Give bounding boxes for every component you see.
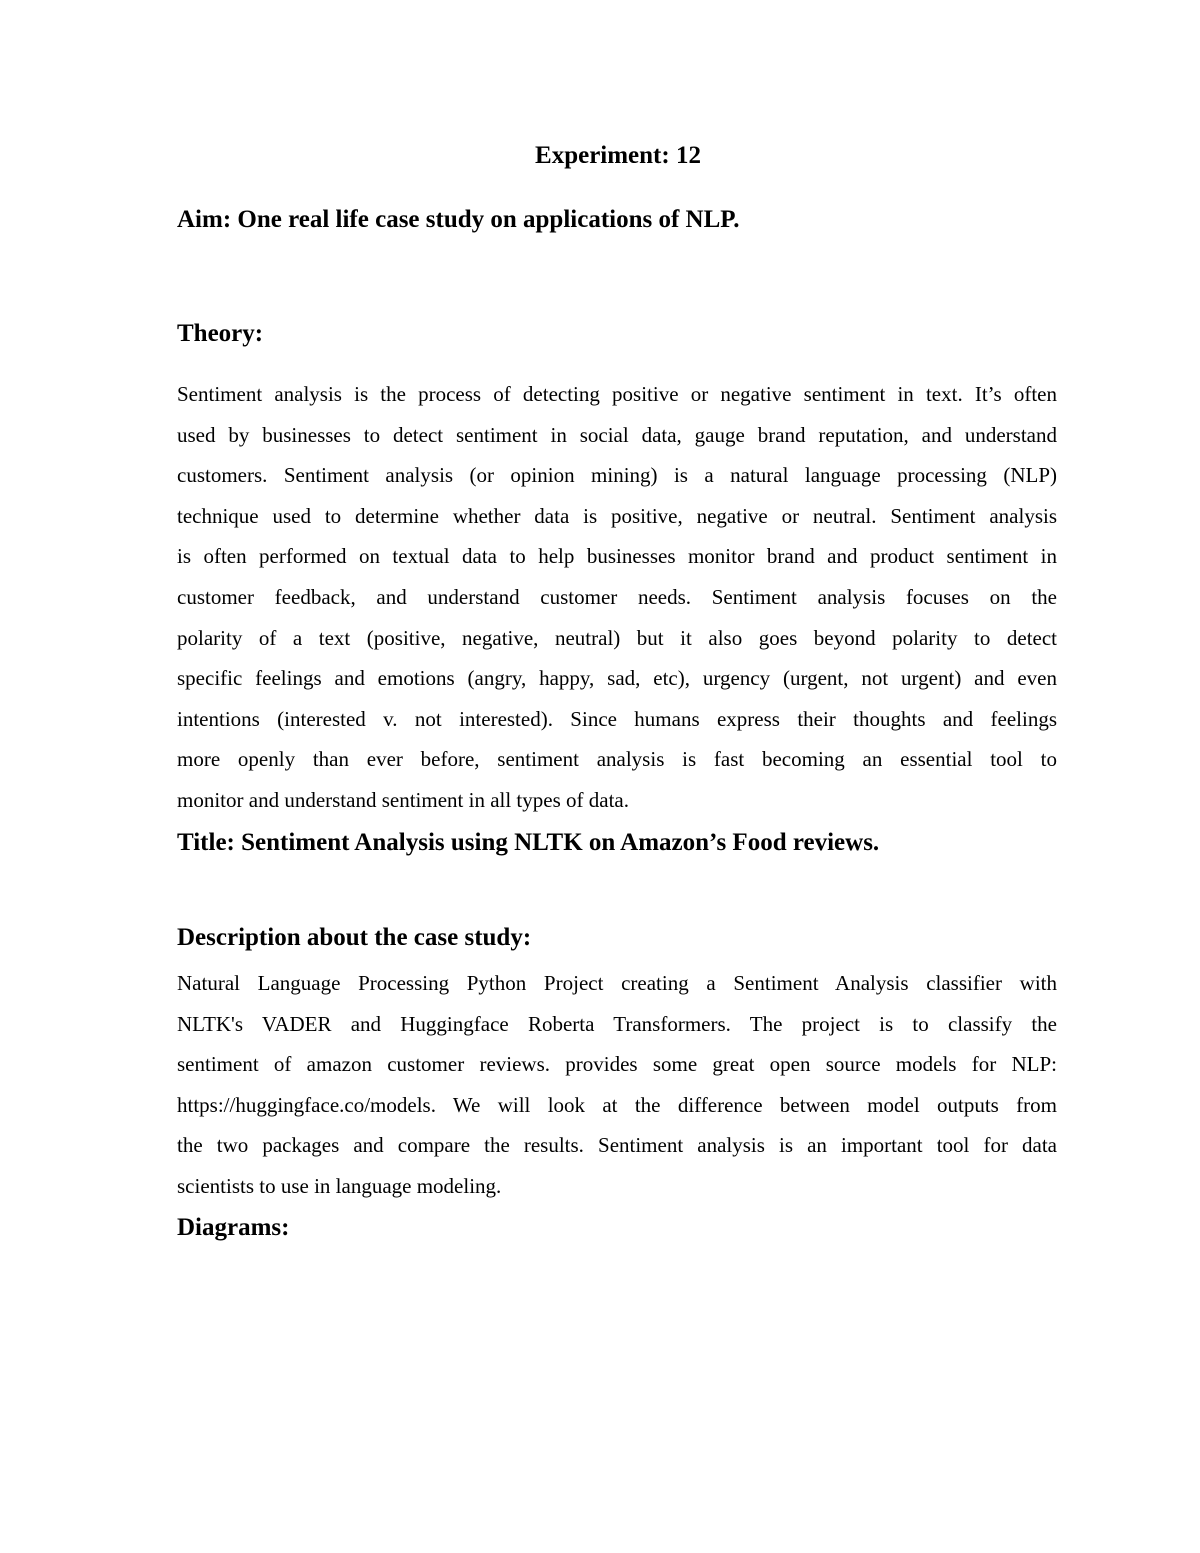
description-line: NLTK's VADER and Huggingface Roberta Transformers. The project is to classify the [177, 1011, 1057, 1036]
theory-line: monitor and understand sentiment in all types of data. [177, 787, 629, 812]
description-line: Natural Language Processing Python Project creating a Sentiment Analysis classifier with [177, 971, 1057, 995]
theory-heading: Theory: [177, 320, 264, 347]
description-heading: Description about the case study: [177, 924, 532, 951]
theory-line: Sentiment analysis is the process of detecting positive or negative sentiment in text. It’s often [177, 382, 1057, 406]
description-line: the two packages and compare the results. Sentiment analysis is an important tool for data [177, 1133, 1057, 1158]
theory-line: technique used to determine whether data is positive, negative or neutral. Sentiment analysis [177, 503, 1057, 528]
aim-heading: Aim: One real life case study on applications of NLP. [177, 206, 740, 233]
theory-line: customer feedback, and understand customer needs. Sentiment analysis focuses on the [177, 584, 1057, 609]
description-line: https://huggingface.co/models. We will look at the difference between model outputs from [177, 1092, 1057, 1117]
theory-line: is often performed on textual data to help businesses monitor brand and product sentiment in [177, 544, 1057, 569]
diagrams-heading: Diagrams: [177, 1214, 290, 1241]
theory-line: specific feelings and emotions (angry, happy, sad, etc), urgency (urgent, not urgent) and even [177, 666, 1057, 691]
theory-line: polarity of a text (positive, negative, neutral) but it also goes beyond polarity to detect [177, 625, 1057, 650]
case-study-title: Title: Sentiment Analysis using NLTK on Amazon’s Food reviews. [177, 829, 880, 856]
description-paragraph [177, 963, 1057, 1207]
theory-paragraph [177, 374, 1057, 821]
description-line: scientists to use in language modeling. [177, 1173, 502, 1198]
theory-line: intentions (interested v. not interested). Since humans express their thoughts and feelings [177, 706, 1057, 731]
theory-line: more openly than ever before, sentiment analysis is fast becoming an essential tool to [177, 747, 1057, 772]
description-line: sentiment of amazon customer reviews. provides some great open source models for NLP: [177, 1052, 1057, 1077]
experiment-heading: Experiment: 12 [535, 142, 701, 169]
theory-line: used by businesses to detect sentiment in social data, gauge brand reputation, and understand [177, 422, 1057, 447]
theory-line: customers. Sentiment analysis (or opinion mining) is a natural language processing (NLP) [177, 463, 1057, 488]
